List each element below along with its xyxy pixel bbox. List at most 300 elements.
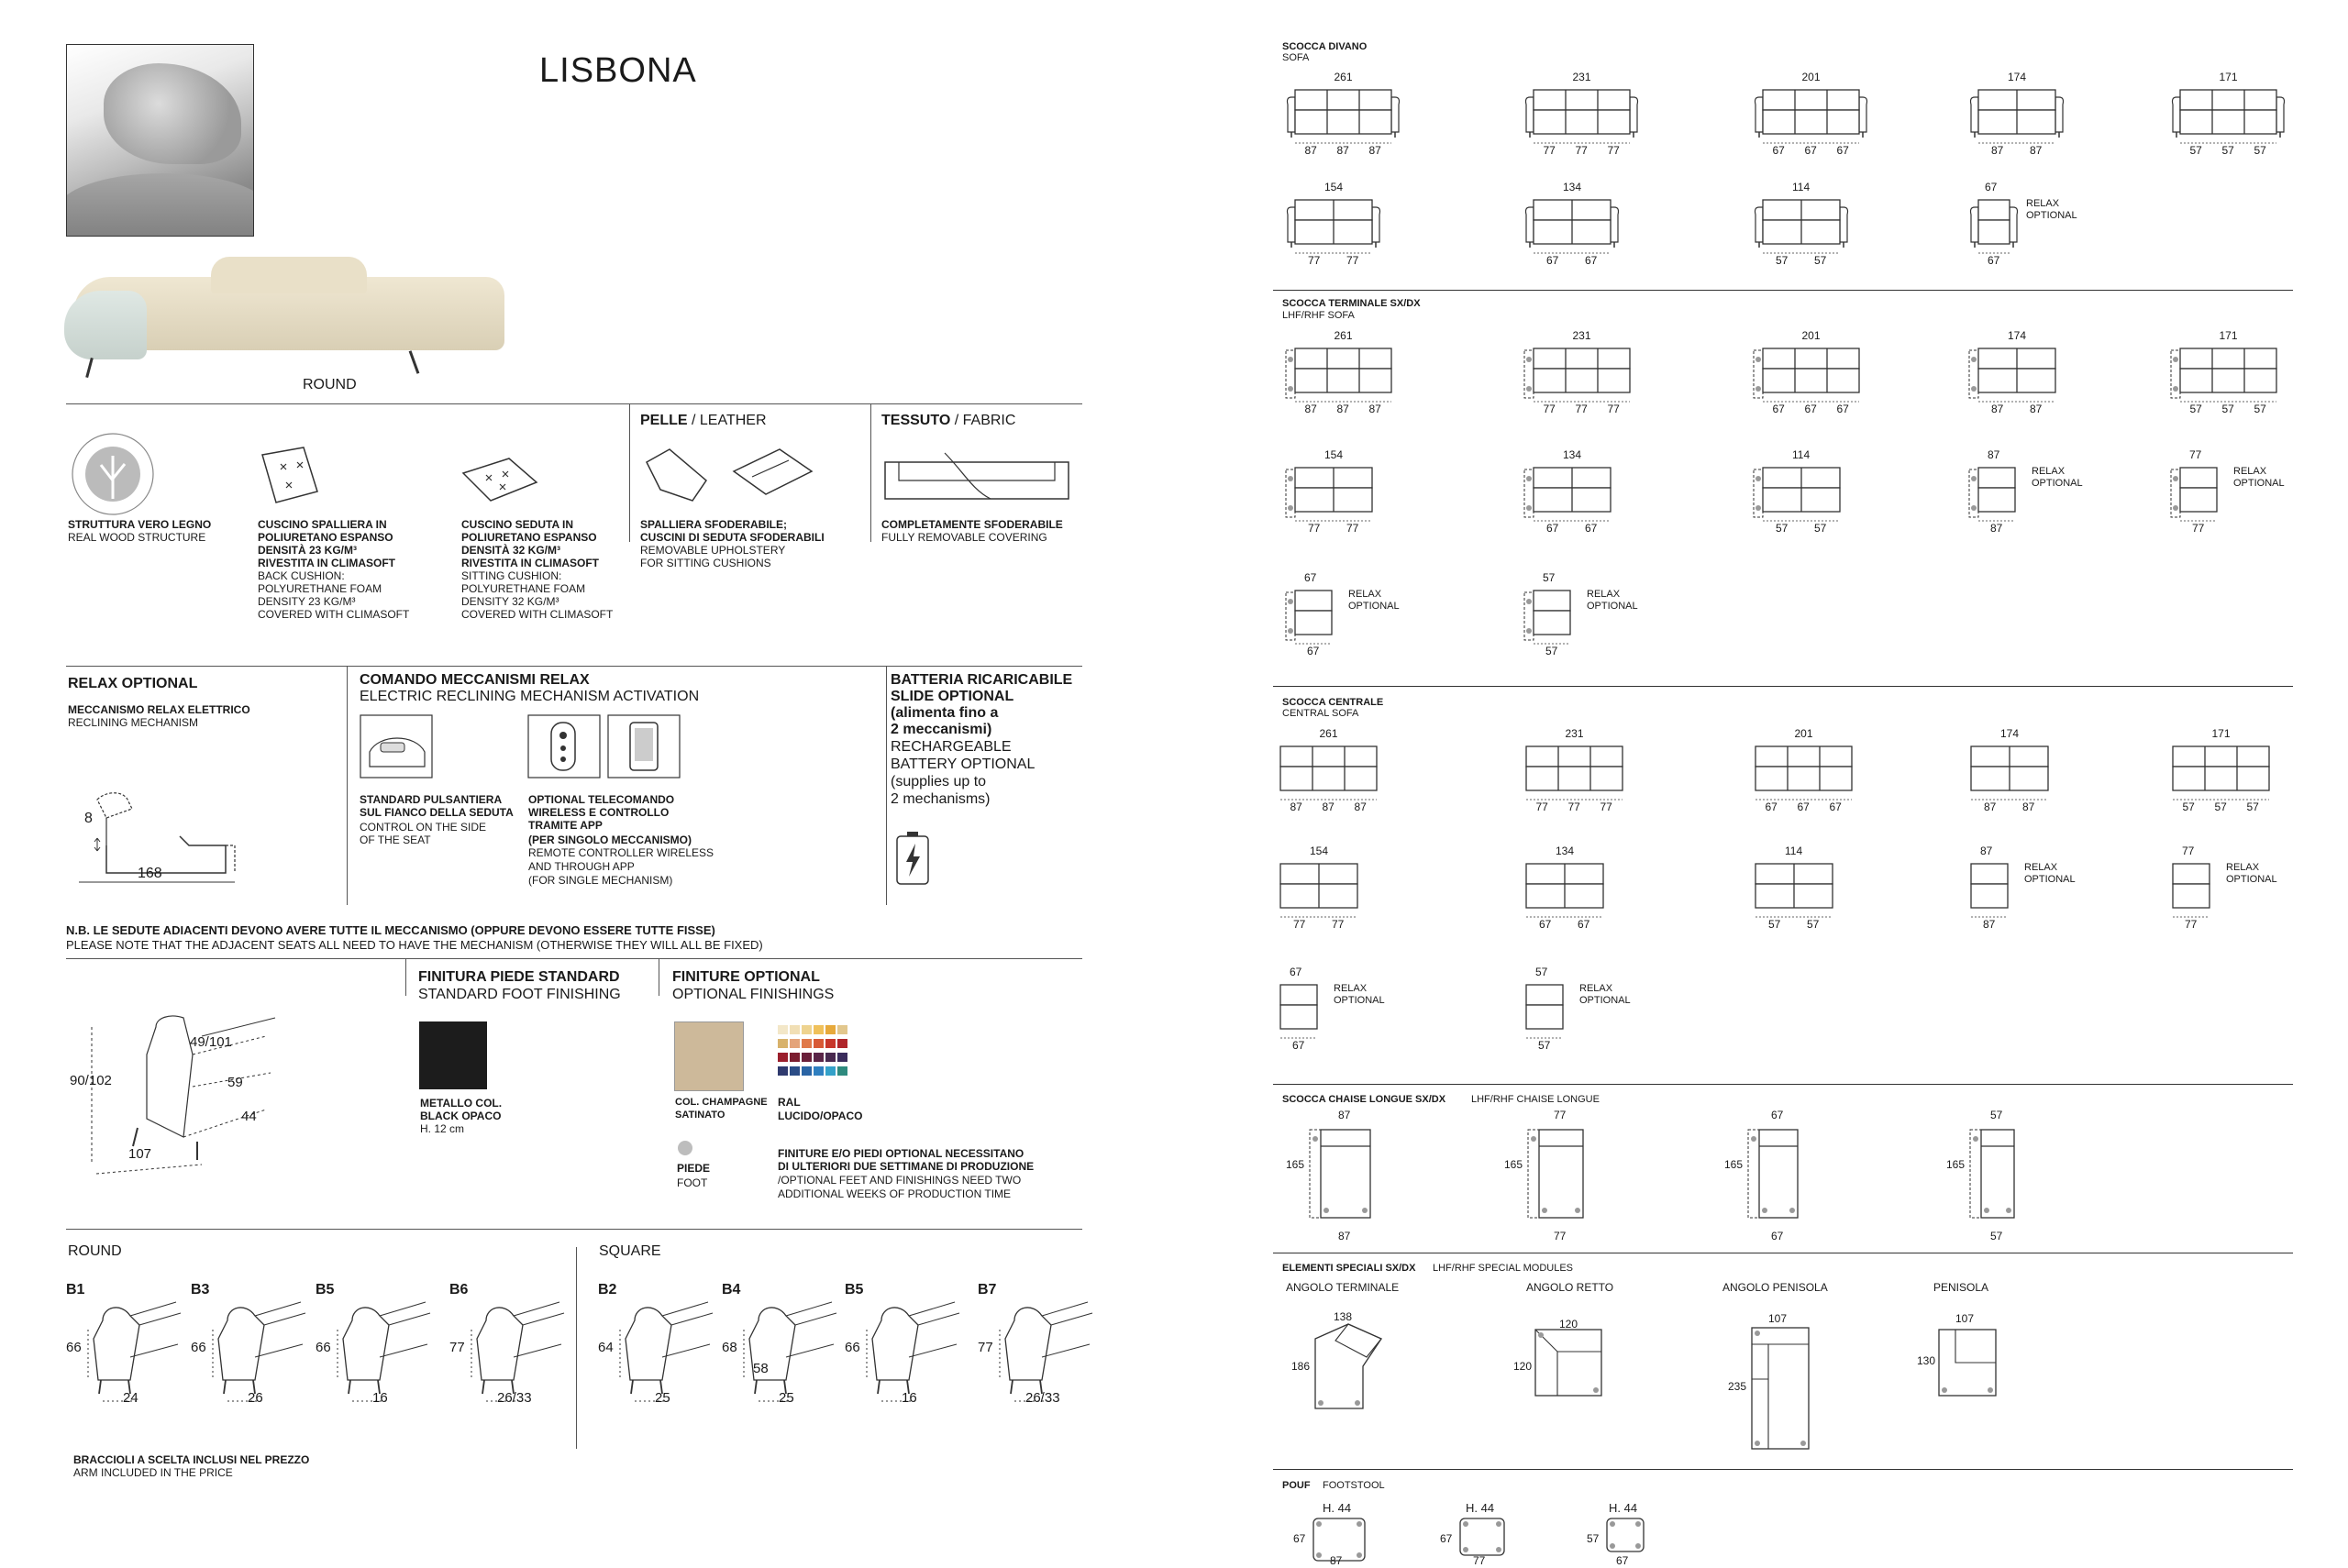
seat-width: 67	[1765, 801, 1778, 813]
seat-width: 77	[1607, 144, 1620, 157]
dim-back: 49/101	[190, 1034, 232, 1050]
ral-swatch	[825, 1053, 836, 1062]
relax-label: OPTIONAL	[2233, 478, 2285, 489]
divider	[347, 667, 348, 905]
seat-width: 87	[1290, 801, 1302, 813]
seat-width: 77	[1600, 801, 1612, 813]
relax-dim-width: 168	[138, 866, 162, 881]
arm-width: 26/33	[497, 1390, 532, 1406]
champagne-swatch	[674, 1021, 744, 1091]
seat-width: 57	[1538, 1039, 1551, 1052]
text-line: MECCANISMO RELAX ELETTRICO	[68, 703, 250, 716]
relax-label: OPTIONAL	[1334, 995, 1385, 1006]
text-line: RIVESTITA IN CLIMASOFT	[461, 557, 599, 569]
module-width: 154	[1324, 448, 1344, 461]
section-heading: SCOCCA DIVANO	[1282, 41, 1368, 52]
seat-width: 67	[1836, 403, 1849, 415]
seat-width: 67	[1546, 522, 1559, 535]
text-line: 2 mechanisms)	[891, 791, 991, 807]
module-width: 67	[1290, 966, 1302, 978]
relax-heading: RELAX OPTIONAL	[68, 676, 198, 691]
ral-swatch	[825, 1025, 836, 1034]
pouf-width: 67	[1616, 1554, 1629, 1567]
relax-label: RELAX	[1348, 589, 1382, 600]
side-button-icon	[360, 715, 434, 779]
arm-height: 66	[191, 1340, 206, 1355]
text-line: OPTIONAL TELECOMANDO	[528, 793, 675, 806]
divider	[870, 404, 871, 542]
angolo-penisola	[1748, 1324, 1812, 1452]
ral-swatch	[837, 1066, 847, 1076]
arm-width: 25	[655, 1390, 670, 1406]
text-line: (alimenta fino a	[891, 705, 999, 721]
text-line: AND THROUGH APP	[528, 860, 635, 873]
pouf-height: H. 44	[1323, 1501, 1352, 1515]
seat-width: 57	[2221, 144, 2234, 157]
seat-width: 67	[1836, 144, 1849, 157]
sofa-dimensions-diagram	[83, 999, 321, 1183]
relax-label: RELAX	[2032, 466, 2066, 477]
special-dim: 186	[1291, 1360, 1311, 1373]
chaise-width: 77	[1554, 1109, 1567, 1121]
chaise-width: 67	[1771, 1109, 1784, 1121]
seat-width: 77	[1575, 403, 1588, 415]
arm-code: B3	[191, 1282, 210, 1297]
text-line: STANDARD PULSANTIERA	[360, 793, 503, 806]
relax-label: OPTIONAL	[1587, 601, 1638, 612]
fabric-heading	[881, 413, 1015, 429]
seat-width: 77	[1535, 801, 1548, 813]
ral-swatch	[778, 1066, 788, 1076]
seat-width: 87	[1322, 801, 1335, 813]
pouf-height: H. 44	[1609, 1501, 1638, 1515]
seat-width: 87	[1991, 403, 2004, 415]
text-line: RAL	[778, 1096, 801, 1109]
module-width: 67	[1304, 571, 1317, 584]
chaise-width: 87	[1338, 1109, 1351, 1121]
adjacent-seats-note-it: N.B. LE SEDUTE ADIACENTI DEVONO AVERE TUTTE IL MECCANISMO (OPPURE DEVONO ESSERE TUTTE FISSE)	[66, 923, 715, 937]
arm-code: B2	[598, 1282, 617, 1297]
relax-label: OPTIONAL	[2226, 874, 2277, 885]
text-line: SLIDE OPTIONAL	[891, 689, 1014, 704]
ral-swatch	[814, 1039, 824, 1048]
pouf-width: 87	[1330, 1554, 1343, 1567]
relax-label: RELAX	[2233, 466, 2267, 477]
module-width: 174	[2008, 329, 2027, 342]
text-line: POLYURETHANE FOAM	[461, 582, 586, 595]
text-line: FOOT	[677, 1176, 708, 1189]
ral-swatch	[802, 1025, 812, 1034]
special-dim: 130	[1917, 1354, 1936, 1367]
relax-label: RELAX	[2024, 862, 2058, 873]
seat-width: 57	[2254, 403, 2266, 415]
arm-height: 64	[598, 1340, 614, 1355]
ral-color-grid	[778, 1021, 851, 1089]
seat-width: 87	[2030, 144, 2043, 157]
finish-optional-heading-en: OPTIONAL FINISHINGS	[672, 987, 835, 1002]
text-line: DI ULTERIORI DUE SETTIMANE DI PRODUZIONE	[778, 1160, 1035, 1173]
text-line: FULLY REMOVABLE COVERING	[881, 531, 1047, 544]
text-line: /OPTIONAL FEET AND FINISHINGS NEED TWO	[778, 1174, 1022, 1187]
section-heading: ELEMENTI SPECIALI SX/DX	[1282, 1263, 1416, 1274]
seat-width: 67	[1772, 144, 1785, 157]
arms-square-heading: SQUARE	[599, 1243, 661, 1259]
arm-height: 77	[978, 1340, 993, 1355]
arm-width: 25	[779, 1390, 794, 1406]
section-subheading: CENTRAL SOFA	[1282, 708, 1359, 719]
section-heading: SCOCCA CHAISE LONGUE SX/DX	[1282, 1094, 1446, 1105]
black-foot-swatch	[419, 1021, 487, 1089]
text-line: POLIURETANO ESPANSO	[461, 531, 597, 544]
relax-label: OPTIONAL	[2032, 478, 2083, 489]
module-width: 154	[1324, 181, 1344, 193]
ral-swatch	[814, 1053, 824, 1062]
text-line: REMOVABLE UPHOLSTERY	[640, 544, 786, 557]
text-line: WIRELESS E CONTROLLO	[528, 806, 670, 819]
text-line: LUCIDO/OPACO	[778, 1110, 863, 1122]
seat-width: 77	[2185, 918, 2198, 931]
penisola	[1935, 1326, 1999, 1399]
ral-swatch	[778, 1053, 788, 1062]
section-subheading: LHF/RHF CHAISE LONGUE	[1471, 1094, 1600, 1105]
module-width: 201	[1794, 727, 1813, 740]
seat-width: 77	[1575, 144, 1588, 157]
divider	[1273, 1084, 2293, 1085]
armrest-drawing	[607, 1284, 717, 1403]
arm-code: B6	[449, 1282, 469, 1297]
seat-width: 67	[1804, 403, 1817, 415]
text-line: (supplies up to	[891, 774, 987, 790]
text-line: 2 meccanismi)	[891, 722, 992, 737]
module-width: 154	[1310, 845, 1329, 857]
dim-seat-height: 44	[241, 1109, 257, 1124]
ral-swatch	[790, 1066, 800, 1076]
divider	[66, 666, 1082, 667]
text-line: COVERED WITH CLIMASOFT	[461, 608, 614, 621]
seat-width: 67	[1772, 403, 1785, 415]
module-width: 87	[1980, 845, 1993, 857]
pouf-depth: 67	[1293, 1532, 1306, 1545]
chaise-depth: 165	[1286, 1158, 1305, 1171]
relax-label: OPTIONAL	[2026, 210, 2077, 221]
armrest-drawing	[75, 1284, 185, 1403]
text-line: DENSITY 23 KG/M³	[258, 595, 356, 608]
section-subheading: SOFA	[1282, 52, 1310, 63]
fabric-sofa-icon	[880, 444, 1078, 508]
divider	[629, 404, 630, 542]
arm-extra: 58	[753, 1361, 769, 1376]
ral-swatch	[814, 1025, 824, 1034]
seat-width: 57	[1814, 254, 1827, 267]
seat-width: 77	[1543, 403, 1556, 415]
ral-swatch	[825, 1039, 836, 1048]
chaise-module	[1302, 1121, 1389, 1231]
arm-height: 68	[722, 1340, 737, 1355]
seat-width: 67	[1988, 254, 2000, 267]
relax-label: RELAX	[2226, 862, 2260, 873]
seat-width: 87	[1354, 801, 1367, 813]
text-line: POLYURETHANE FOAM	[258, 582, 382, 595]
fabric-heading-en: / FABRIC	[954, 413, 1016, 428]
seat-width: 57	[1776, 522, 1789, 535]
seat-width: 57	[2189, 144, 2202, 157]
seat-cushion-icon	[459, 455, 541, 510]
seat-width: 67	[1585, 522, 1598, 535]
module-width: 201	[1801, 71, 1821, 83]
text-line: COVERED WITH CLIMASOFT	[258, 608, 410, 621]
relax-label: OPTIONAL	[1348, 601, 1400, 612]
module-width: 114	[1785, 845, 1803, 857]
chaise-module	[1963, 1121, 2032, 1231]
armrest-drawing	[987, 1284, 1097, 1403]
module-width: 87	[1988, 448, 2000, 461]
seat-width: 87	[1991, 144, 2004, 157]
module-width: 134	[1556, 845, 1575, 857]
module-width: 57	[1535, 966, 1548, 978]
special-name: ANGOLO TERMINALE	[1286, 1281, 1400, 1294]
seat-width: 87	[1368, 403, 1381, 415]
arm-code: B5	[845, 1282, 864, 1297]
divider	[1273, 290, 2293, 291]
section-heading: POUF	[1282, 1480, 1311, 1491]
command-heading-en: ELECTRIC RECLINING MECHANISM ACTIVATION	[360, 689, 700, 704]
text-line: (FOR SINGLE MECHANISM)	[528, 874, 673, 887]
seat-width: 67	[1804, 144, 1817, 157]
seat-width: 77	[1308, 254, 1321, 267]
leather-heading-it: PELLE	[640, 413, 688, 428]
text-line: PIEDE	[677, 1162, 711, 1175]
text-line: DENSITY 32 KG/M³	[461, 595, 559, 608]
text-line: RECHARGEABLE	[891, 739, 1012, 755]
arm-code: B7	[978, 1282, 997, 1297]
ral-swatch	[802, 1039, 812, 1048]
text-line: POLIURETANO ESPANSO	[258, 531, 393, 544]
text-line: DENSITÀ 32 KG/M³	[461, 544, 561, 557]
relax-label: RELAX	[1579, 983, 1613, 994]
text-line: ADDITIONAL WEEKS OF PRODUCTION TIME	[778, 1187, 1012, 1200]
text-line: RECLINING MECHANISM	[68, 716, 199, 729]
chaise-width: 77	[1554, 1230, 1567, 1242]
chaise-width: 87	[1338, 1230, 1351, 1242]
relax-label: RELAX	[1587, 589, 1621, 600]
seat-width: 77	[1346, 522, 1359, 535]
armrest-drawing	[459, 1284, 569, 1403]
module-width: 171	[2219, 71, 2238, 83]
seat-width: 87	[2030, 403, 2043, 415]
divider	[405, 959, 406, 996]
module-width: 77	[2189, 448, 2202, 461]
text-line: FOR SITTING CUSHIONS	[640, 557, 771, 569]
text-line: FINITURE E/O PIEDI OPTIONAL NECESSITANO	[778, 1147, 1024, 1160]
seat-width: 57	[1776, 254, 1789, 267]
arms-note-en: ARM INCLUDED IN THE PRICE	[73, 1466, 233, 1479]
pouf-depth: 57	[1587, 1532, 1600, 1545]
seat-width: 67	[1578, 918, 1590, 931]
seat-width: 57	[1814, 522, 1827, 535]
section-heading: SCOCCA CENTRALE	[1282, 697, 1384, 708]
text-line: SUL FIANCO DELLA SEDUTA	[360, 806, 514, 819]
back-cushion-icon	[253, 446, 327, 510]
wood-seal-icon	[62, 424, 163, 525]
relax-label: OPTIONAL	[2024, 874, 2076, 885]
special-name: ANGOLO RETTO	[1526, 1281, 1614, 1294]
module-width: 57	[1543, 571, 1556, 584]
module-width: 77	[2182, 845, 2195, 857]
text-line: REMOTE CONTROLLER WIRELESS	[528, 846, 714, 859]
angolo-terminale	[1312, 1320, 1385, 1412]
ral-swatch	[837, 1053, 847, 1062]
seat-width: 87	[1983, 918, 1996, 931]
seat-width: 67	[1307, 645, 1320, 657]
foot-standard-heading-en: STANDARD FOOT FINISHING	[418, 987, 621, 1002]
arm-height: 66	[316, 1340, 331, 1355]
text-line: BACK CUSHION:	[258, 569, 345, 582]
wood-label-en: REAL WOOD STRUCTURE	[68, 531, 206, 544]
seat-width: 87	[1304, 403, 1317, 415]
chaise-module	[1521, 1121, 1601, 1231]
seat-width: 87	[1304, 144, 1317, 157]
special-dim: 138	[1334, 1310, 1353, 1323]
special-name: ANGOLO PENISOLA	[1722, 1281, 1828, 1294]
module-width: 174	[2008, 71, 2027, 83]
module-width: 174	[2000, 727, 2020, 740]
arms-round-heading: ROUND	[68, 1243, 122, 1259]
text-line: BLACK OPACO	[420, 1110, 502, 1122]
text-line: TRAMITE APP	[528, 819, 603, 832]
page-title: LISBONA	[539, 51, 697, 90]
ral-swatch	[778, 1025, 788, 1034]
arms-note-it: BRACCIOLI A SCELTA INCLUSI NEL PREZZO	[73, 1453, 310, 1466]
section-heading: SCOCCA TERMINALE SX/DX	[1282, 298, 1421, 309]
arm-height: 66	[66, 1340, 82, 1355]
seat-width: 67	[1292, 1039, 1305, 1052]
text-line: SATINATO	[675, 1110, 725, 1121]
seat-width: 57	[2254, 144, 2266, 157]
seat-width: 67	[1539, 918, 1552, 931]
seat-width: 57	[2246, 801, 2259, 813]
seat-width: 77	[1308, 522, 1321, 535]
seat-width: 57	[1545, 645, 1558, 657]
armrest-drawing	[200, 1284, 310, 1403]
seat-width: 77	[1293, 918, 1306, 931]
module-width: 261	[1334, 329, 1353, 342]
section-subheading: LHF/RHF SOFA	[1282, 310, 1355, 321]
leather-heading-en: / LEATHER	[692, 413, 767, 428]
command-heading-it: COMANDO MECCANISMI RELAX	[360, 672, 590, 688]
text-line: OF THE SEAT	[360, 834, 431, 846]
pouf-module	[1605, 1517, 1651, 1559]
seat-width: 87	[1984, 801, 1997, 813]
remote-control-icon	[528, 715, 602, 779]
ral-swatch	[790, 1039, 800, 1048]
module-width: 261	[1319, 727, 1338, 740]
seat-width: 77	[2192, 522, 2205, 535]
chaise-depth: 165	[1946, 1158, 1966, 1171]
ral-swatch	[837, 1039, 847, 1048]
relax-dim-height: 8	[84, 811, 93, 826]
section-subheading: LHF/RHF SPECIAL MODULES	[1433, 1263, 1574, 1274]
text-line: CONTROL ON THE SIDE	[360, 821, 487, 834]
arm-code: B4	[722, 1282, 741, 1297]
special-dim: 235	[1728, 1380, 1747, 1393]
special-name: PENISOLA	[1933, 1281, 1989, 1294]
ral-swatch	[814, 1066, 824, 1076]
angolo-retto	[1532, 1326, 1605, 1399]
text-line: COMPLETAMENTE SFODERABILE	[881, 518, 1063, 531]
seat-width: 77	[1543, 144, 1556, 157]
dim-height: 90/102	[70, 1073, 112, 1088]
chaise-width: 67	[1771, 1230, 1784, 1242]
seat-width: 77	[1346, 254, 1359, 267]
module-width: 231	[1565, 727, 1584, 740]
special-dim: 107	[1955, 1312, 1975, 1325]
module-width: 134	[1563, 181, 1582, 193]
wood-label-it: STRUTTURA VERO LEGNO	[68, 518, 212, 531]
arm-height: 66	[845, 1340, 860, 1355]
module-width: 114	[1792, 181, 1811, 193]
divider	[1273, 686, 2293, 687]
module-width: 261	[1334, 71, 1353, 83]
relax-label: RELAX	[1334, 983, 1368, 994]
ral-swatch	[790, 1053, 800, 1062]
foot-standard-heading-it: FINITURA PIEDE STANDARD	[418, 969, 620, 985]
armrest-drawing	[854, 1284, 964, 1403]
armrest-drawing	[731, 1284, 841, 1403]
text-line: CUSCINI DI SEDUTA SFODERABILI	[640, 531, 825, 544]
seat-width: 87	[1990, 522, 2003, 535]
foot-dot-icon	[677, 1140, 695, 1158]
module-width: 134	[1563, 448, 1582, 461]
finish-optional-heading-it: FINITURE OPTIONAL	[672, 969, 820, 985]
ral-swatch	[802, 1053, 812, 1062]
chaise-width: 57	[1990, 1109, 2003, 1121]
sofa-photo	[64, 249, 514, 378]
arm-width: 16	[902, 1390, 917, 1406]
module-width: 201	[1801, 329, 1821, 342]
text-line: H. 12 cm	[420, 1122, 465, 1135]
divider	[576, 1247, 577, 1449]
seat-width: 67	[1546, 254, 1559, 267]
special-dim: 120	[1559, 1318, 1578, 1331]
arm-code: B5	[316, 1282, 335, 1297]
seat-width: 67	[1797, 801, 1810, 813]
section-subheading: FOOTSTOOL	[1323, 1480, 1385, 1491]
seat-width: 57	[2182, 801, 2195, 813]
arm-width: 16	[372, 1390, 388, 1406]
text-line: METALLO COL.	[420, 1097, 503, 1110]
module-width: 171	[2211, 727, 2231, 740]
seat-width: 57	[1807, 918, 1820, 931]
module-width: 231	[1572, 71, 1591, 83]
pouf-height: H. 44	[1466, 1501, 1495, 1515]
pouf-width: 77	[1473, 1554, 1486, 1567]
chaise-width: 57	[1990, 1230, 2003, 1242]
ral-swatch	[802, 1066, 812, 1076]
text-line: BATTERY OPTIONAL	[891, 756, 1036, 772]
chaise-module	[1741, 1121, 1816, 1231]
battery-icon	[895, 831, 932, 888]
pouf-depth: 67	[1440, 1532, 1453, 1545]
arm-code: B1	[66, 1282, 85, 1297]
text-line: SITTING CUSHION:	[461, 569, 562, 582]
seat-width: 57	[2189, 403, 2202, 415]
seat-width: 67	[1585, 254, 1598, 267]
chaise-depth: 165	[1724, 1158, 1744, 1171]
text-line: SPALLIERA SFODERABILE;	[640, 518, 788, 531]
divider	[66, 403, 1082, 404]
seat-width: 87	[2022, 801, 2035, 813]
smartphone-app-icon	[608, 715, 681, 779]
